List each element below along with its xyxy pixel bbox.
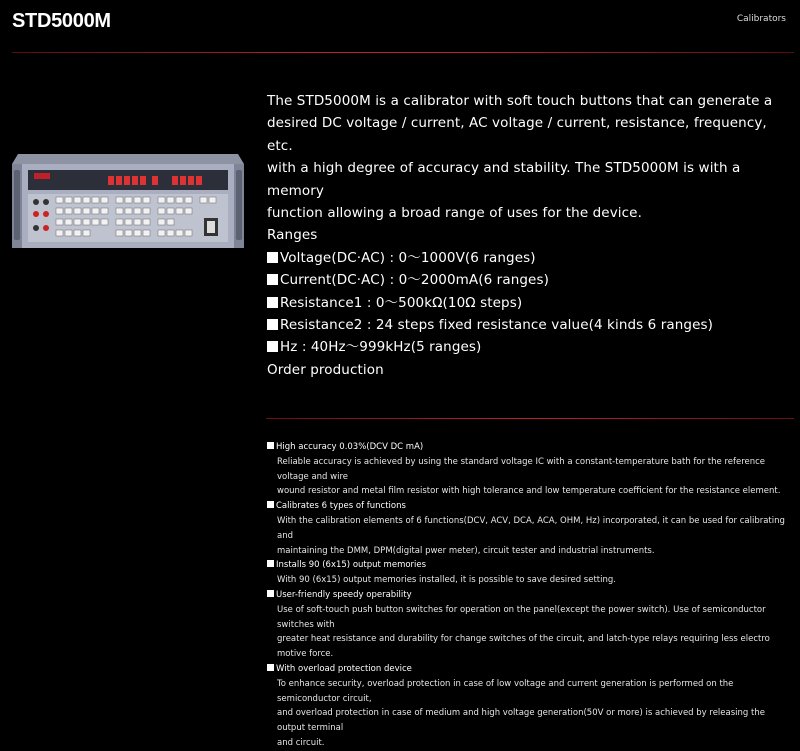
feature-heading: Calibrates 6 types of functions xyxy=(276,501,406,512)
bullet-square-icon xyxy=(267,319,278,330)
feature-heading: Installs 90 (6x15) output memories xyxy=(276,560,427,571)
range-item xyxy=(267,247,787,269)
feature-body-line: Reliable accuracy is achieved by using the standard voltage IC with a constant-temperature bath for the reference voltage and wire xyxy=(277,456,766,482)
range-item-label: Resistance2 : 24 steps fixed resistance value(4 kinds 6 ranges) xyxy=(280,317,713,334)
feature-body-line: With 90 (6x15) output memories installed, it is possible to save desired setting. xyxy=(277,575,616,586)
feature-item xyxy=(267,662,795,751)
feature-item xyxy=(267,499,795,558)
bullet-square-icon xyxy=(267,501,274,508)
section-divider xyxy=(266,418,794,419)
description-line: The STD5000M is a calibrator with soft touch buttons that can generate a xyxy=(267,93,773,109)
feature-heading: With overload protection device xyxy=(276,663,412,674)
range-item-label: Current(DC·AC) : 0～2000mA(6 ranges) xyxy=(280,272,549,289)
feature-body-line: greater heat resistance and durability for change switches of the circuit, and latch-type relays requiring less electro motive force. xyxy=(277,634,770,660)
ranges-heading: Ranges xyxy=(267,227,318,244)
feature-item xyxy=(267,588,795,662)
feature-heading: High accuracy 0.03%(DCV DC mA) xyxy=(276,442,424,452)
range-item-label: Hz : 40Hz～999kHz(5 ranges) xyxy=(280,339,482,356)
category-link[interactable]: Calibrators xyxy=(736,14,786,24)
bullet-square-icon xyxy=(267,664,274,671)
description-line: with a high degree of accuracy and stability. The STD5000M is with a memory xyxy=(267,160,741,199)
description-line: function allowing a broad range of uses for the device. xyxy=(267,205,642,222)
range-item xyxy=(267,314,787,336)
bullet-square-icon xyxy=(267,252,278,263)
feature-heading: User-friendly speedy operability xyxy=(276,589,412,600)
range-item-label: Voltage(DC·AC) : 0～1000V(6 ranges) xyxy=(280,249,536,266)
product-image xyxy=(12,152,244,250)
bullet-square-icon xyxy=(267,560,274,567)
description-line: desired DC voltage / current, AC voltage / current, resistance, frequency, etc. xyxy=(267,115,767,154)
order-note: Order production xyxy=(267,361,384,378)
feature-body-line: and overload protection in case of medium and high voltage generation(50V or more) is achieved by releasing the output terminal xyxy=(277,708,765,734)
calibrator-device-drawing xyxy=(12,152,244,250)
bullet-square-icon xyxy=(267,442,274,449)
product-description xyxy=(267,90,787,381)
feature-item xyxy=(267,558,795,588)
page-title: STD5000M xyxy=(12,10,111,32)
range-item-label: Resistance1 : 0～500kΩ(10Ω steps) xyxy=(280,294,523,311)
feature-body-line: To enhance security, overload protection in case of low voltage and current generation is performed on the semiconductor circuit, xyxy=(277,678,734,704)
feature-list xyxy=(267,440,795,751)
feature-body-line: and circuit. xyxy=(277,737,325,748)
range-item xyxy=(267,269,787,291)
bullet-square-icon xyxy=(267,590,274,597)
feature-item xyxy=(267,440,795,499)
feature-body-line: Use of soft-touch push button switches for operation on the panel(except the power switch). Use of semiconductor switches with xyxy=(277,604,766,630)
feature-body-line: With the calibration elements of 6 functions(DCV, ACV, DCA, ACA, OHM, Hz) incorporated, it can be used for calibrating and xyxy=(277,515,785,541)
bullet-square-icon xyxy=(267,297,278,308)
range-item xyxy=(267,292,787,314)
header-divider xyxy=(12,52,794,53)
range-item xyxy=(267,336,787,358)
feature-body-line: wound resistor and metal film resistor with high tolerance and low temperature coefficient for the resistance element. xyxy=(277,486,781,497)
feature-body-line: maintaining the DMM, DPM(digital pwer meter), circuit tester and industrial instruments. xyxy=(277,545,655,556)
bullet-square-icon xyxy=(267,274,278,285)
bullet-square-icon xyxy=(267,341,278,352)
